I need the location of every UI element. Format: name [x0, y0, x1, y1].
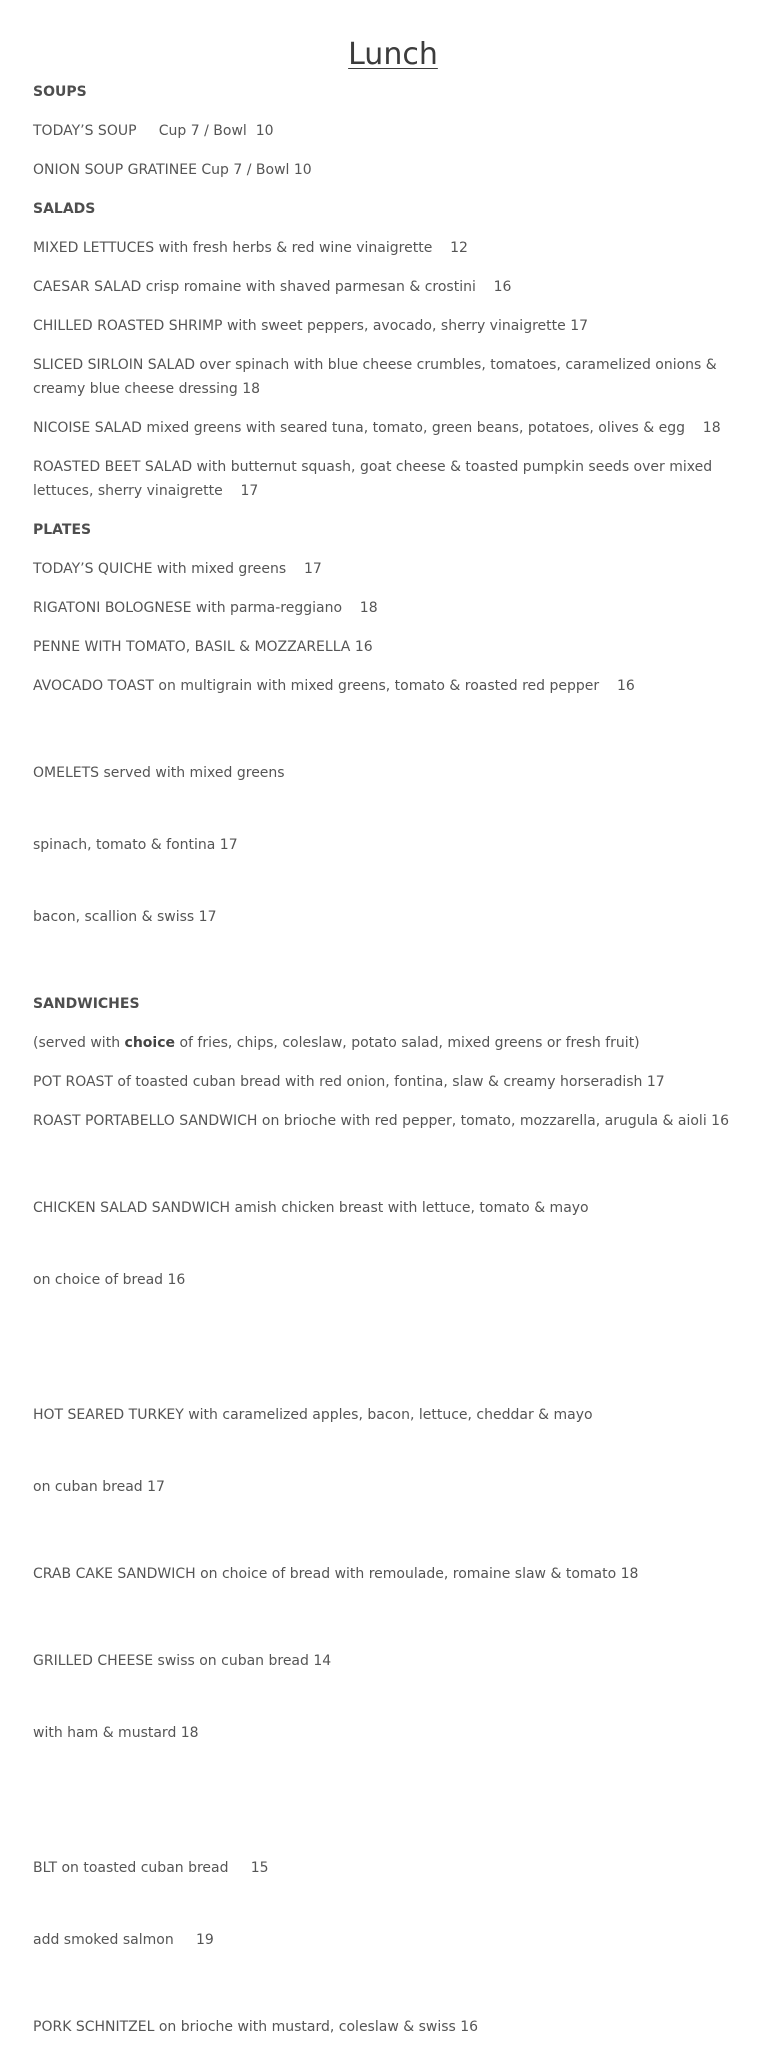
menu-item-omelets [33, 713, 743, 977]
note-emphasis: choice [124, 1035, 175, 1051]
menu-item-hot-turkey [33, 1355, 743, 1547]
section-heading-sandwiches: SANDWICHES [33, 996, 140, 1012]
menu-item: NICOISE SALAD mixed greens with seared tuna, tomato, green beans, potatoes, olives & egg 18 [33, 420, 721, 436]
menu-item: SLICED SIRLOIN SALAD over spinach with blue cheese crumbles, tomatoes, caramelized onions & creamy blue cheese dressing 18 [33, 357, 722, 397]
menu-item: MIXED LETTUCES with fresh herbs & red wine vinaigrette 12 [33, 240, 468, 256]
menu-item: PORK SCHNITZEL on brioche with mustard, coleslaw & swiss 16 [33, 2019, 479, 2035]
sandwiches-note [33, 1031, 743, 1055]
menu-item: TODAY’S QUICHE with mixed greens 17 [33, 561, 322, 577]
menu-item-line: on cuban bread 17 [33, 1479, 165, 1495]
section-heading-soups: SOUPS [33, 84, 87, 100]
menu-item: AVOCADO TOAST on multigrain with mixed greens, tomato & roasted red pepper 16 [33, 678, 635, 694]
menu-item-line: add smoked salmon 19 [33, 1932, 214, 1948]
menu-item: TODAY’S SOUP Cup 7 / Bowl 10 [33, 123, 274, 139]
menu-item-grilled-cheese [33, 1601, 743, 1793]
menu-item: RIGATONI BOLOGNESE with parma-reggiano 18 [33, 600, 378, 616]
menu-item-blt [33, 1808, 743, 2000]
menu-item-line: with ham & mustard 18 [33, 1725, 199, 1741]
menu-item-line: BLT on toasted cuban bread 15 [33, 1860, 269, 1876]
note-text: (served with [33, 1035, 125, 1051]
menu-item: CAESAR SALAD crisp romaine with shaved parmesan & crostini 16 [33, 279, 512, 295]
menu-title: Lunch [348, 37, 438, 72]
menu-item: ROAST PORTABELLO SANDWICH on brioche with red pepper, tomato, mozzarella, arugula & aioli 16 [33, 1113, 729, 1129]
menu-item-line: HOT SEARED TURKEY with caramelized apples, bacon, lettuce, cheddar & mayo [33, 1407, 593, 1423]
menu-item: ONION SOUP GRATINEE Cup 7 / Bowl 10 [33, 162, 312, 178]
menu-item-line: CHICKEN SALAD SANDWICH amish chicken breast with lettuce, tomato & mayo [33, 1200, 589, 1216]
menu-item-chicken-salad [33, 1148, 743, 1340]
menu-item: ROASTED BEET SALAD with butternut squash, goat cheese & toasted pumpkin seeds over mixed lettuces, sherry vinaigrette 17 [33, 459, 717, 499]
menu-item: POT ROAST of toasted cuban bread with red onion, fontina, slaw & creamy horseradish 17 [33, 1074, 665, 1090]
section-heading-salads: SALADS [33, 201, 96, 217]
menu-content [33, 80, 743, 2054]
omelets-line: OMELETS served with mixed greens [33, 765, 285, 781]
section-heading-plates: PLATES [33, 522, 92, 538]
omelets-option: spinach, tomato & fontina 17 [33, 837, 238, 853]
menu-item: CRAB CAKE SANDWICH on choice of bread with remoulade, romaine slaw & tomato 18 [33, 1566, 639, 1582]
menu-item-line: GRILLED CHEESE swiss on cuban bread 14 [33, 1653, 332, 1669]
menu-item: PENNE WITH TOMATO, BASIL & MOZZARELLA 16 [33, 639, 373, 655]
omelets-option: bacon, scallion & swiss 17 [33, 909, 217, 925]
menu-item: CHILLED ROASTED SHRIMP with sweet peppers, avocado, sherry vinaigrette 17 [33, 318, 589, 334]
note-text: of fries, chips, coleslaw, potato salad, mixed greens or fresh fruit) [175, 1035, 640, 1051]
menu-item-line: on choice of bread 16 [33, 1272, 186, 1288]
